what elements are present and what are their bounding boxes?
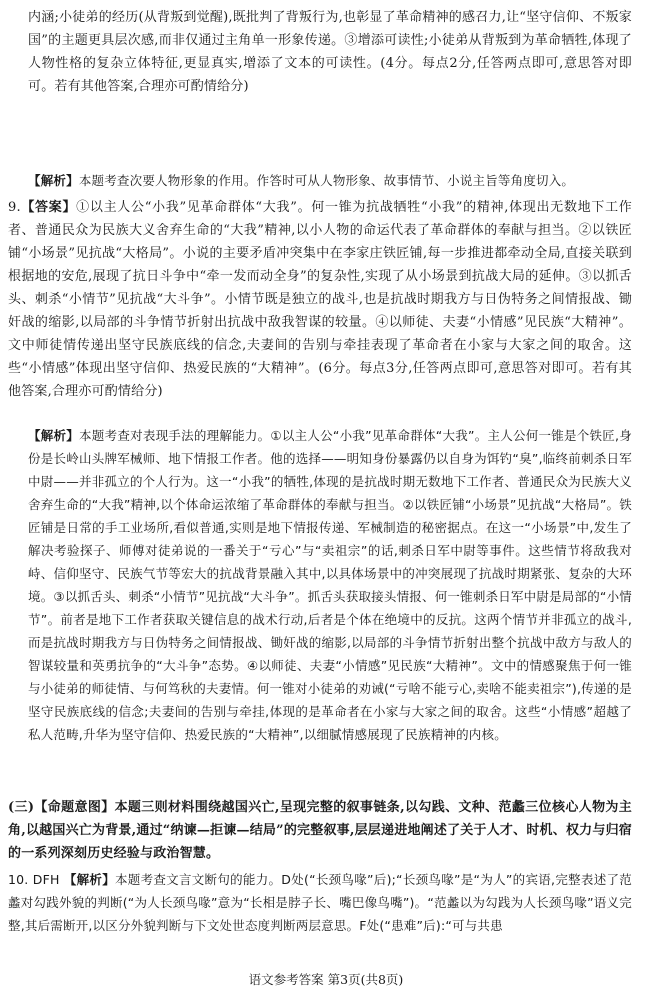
page-footer: 语文参考答案 第3页(共8页): [248, 972, 404, 987]
q9-analysis: [28, 424, 632, 746]
q9-answer: [8, 196, 632, 403]
analysis-tag: 【解析】: [63, 872, 115, 887]
analysis-tag: 【解析】: [28, 173, 79, 188]
q10-analysis-text: 本题考查文言文断句的能力。D处(“长颈鸟喙”后);“长颈鸟喙”是“为人”的宾语,完整表述了范蠡对勾践外貌的判断(“为人长颈鸟喙”意为“长相是脖子长、嘴巴像鸟嘴”)。“范蠡以为勾践为人长颈鸟喙”语义完整,其后需断开,以区分外貌判断与下文处世态度判断两层意思。F处(“患难”后):“可与共患: [8, 872, 632, 933]
question-number: 9.: [8, 200, 21, 215]
analysis-tag: 【解析】: [28, 428, 80, 443]
question-number: 10. DFH: [8, 872, 60, 887]
section3-intent: [8, 796, 632, 865]
q8-analysis: [28, 169, 632, 192]
q10-analysis: [8, 868, 632, 937]
q9-analysis-text: 本题考查对表现手法的理解能力。①以主人公“小我”见革命群体“大我”。主人公何一锥是个铁匠,身份是长岭山头牌军械师、地下情报工作者。他的选择——明知身份暴露仍以自身为饵钓“臭”,临终前刺杀日军中尉——并非孤立的个人行为。这一“小我”的牺牲,体现的是抗战时期无数地下工作者、普通民众为民族大义舍弃生命的“大我”精神,以个体命运浓缩了革命群体的奉献与担当。②以铁匠铺“小场景”见抗战“大格局”。铁匠铺是日常的手工业场所,看似普通,实则是地下情报传递、军械制造的秘密据点。在这一“小场景”中,发生了解决考验探子、师傅对徒弟说的一番关于“亏心”与“卖祖宗”的话,刺杀日军中尉等事件。这些情节将敌我对峙、信仰坚守、民族气节等宏大的抗战背景融入其中,以具体场景中的冲突展现了抗战时期紧张、复杂的大环境。③以抓舌头、刺杀“小情节”见抗战“大斗争”。抓舌头获取接头情报、何一锥刺杀日军中尉是局部的“小情节”。前者是地下工作者获取关键信息的战术行动,后者是个体在绝境中的反抗。这两个情节并非孤立的战斗,而是抗战时期我方与日伪特务之间情报战、锄奸战的缩影,以局部的斗争情节折射出整个抗战中敌方与敌人的智谋较量和英勇抗争的“大斗争”态势。④以师徒、夫妻“小情感”见民族“大精神”。文中的情感聚焦于何一锥与小徒弟的师徒情、与何笃秋的夫妻情。何一锥对小徒弟的劝诫(“亏啥不能亏心,卖啥不能卖祖宗”),传递的是坚守民族底线的信念;夫妻间的告别与牵挂,体现的是革命者在小家与大家之间的取舍。这些“小情感”超越了私人范畴,升华为坚守信仰、热爱民族的“大精神”,以细腻情感展现了民族精神的内核。: [28, 428, 632, 742]
q8-answer-text: 内涵;小徒弟的经历(从背叛到觉醒),既批判了背叛行为,也彰显了革命精神的感召力,让“坚守信仰、不叛家国”的主题更具层次感,而非仅通过主角单一形象传递。③增添可读性;小徒弟从背叛到为革命牺牲,体现了人物性格的复杂立体特征,更显真实,增添了文本的可读性。(4分。每点2分,任答两点即可,意思答对即可。若有其他答案,合理亦可酌情给分): [28, 10, 632, 94]
answer-tag: 【答案】: [20, 200, 77, 215]
q9-answer-text: ①以主人公“小我”见革命群体“大我”。何一锥为抗战牺牲“小我”的精神,体现出无数地下工作者、普通民众为民族大义舍弃生命的“大我”精神,以小人物的命运代表了革命群体的奉献与担当。②以铁匠铺“小场景”见抗战“大格局”。小说的主要矛盾冲突集中在李家庄铁匠铺,每一步推进都牵动全局,直接关联到根据地的安危,展现了抗日斗争中“牵一发而动全身”的复杂性,实现了从小场景到抗战大局的延伸。③以抓舌头、刺杀“小情节”见抗战“大斗争”。小情节既是独立的战斗,也是抗战时期我方与日伪特务之间情报战、锄奸战的缩影,以局部的斗争情节折射出抗战中敌我智谋的较量。④以师徒、夫妻“小情感”见民族“大精神”。文中师徒情传递出坚守民族底线的信念,夫妻间的告别与牵挂表现了革命者在小家与大家之间的取舍。这些“小情感”体现出坚守信仰、热爱民族的“大精神”。(6分。每点3分,任答两点即可,意思答对即可。若有其他答案,合理亦可酌情给分): [8, 200, 632, 399]
q8-analysis-text: 本题考查次要人物形象的作用。作答时可从人物形象、故事情节、小说主旨等角度切入。: [78, 173, 575, 188]
section3-intent-text: (三)【命题意图】本题三则材料围绕越国兴亡,呈现完整的叙事链条,以勾践、文种、范蠡三位核心人物为主角,以越国兴亡为背景,通过“纳谏—拒谏—结局”的完整叙事,层层递进地阐述了关于人才、时机、权力与归宿的一系列深刻历史经验与政治智慧。: [8, 800, 632, 861]
q8-answer-continuation: [28, 6, 632, 98]
